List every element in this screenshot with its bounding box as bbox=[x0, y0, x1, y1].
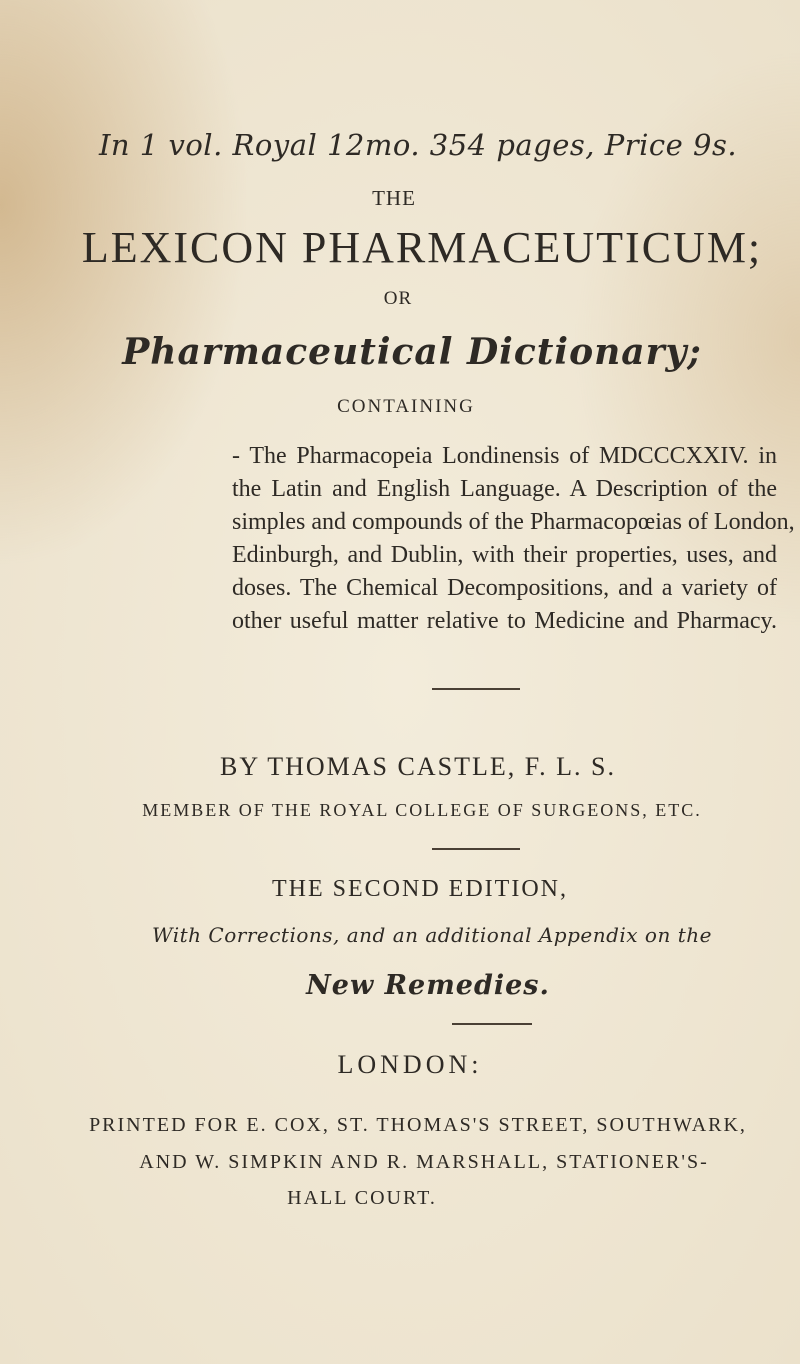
containing-heading: CONTAINING bbox=[337, 396, 475, 417]
imprint-line-1: PRINTED FOR E. COX, ST. THOMAS'S STREET, SOUTHWARK, bbox=[89, 1114, 747, 1136]
edition-corrections: With Corrections, and an additional Appendix on the bbox=[152, 923, 712, 947]
description-line: Edinburgh, and Dublin, with their properties, uses, and bbox=[232, 542, 777, 568]
edition-remedies: New Remedies. bbox=[306, 970, 550, 1001]
title-article: THE bbox=[372, 186, 416, 210]
author-byline: BY THOMAS CASTLE, F. L. S. bbox=[220, 752, 616, 781]
divider-rule bbox=[432, 848, 520, 850]
description-line: the Latin and English Language. A Description of the bbox=[232, 476, 777, 502]
divider-rule bbox=[432, 688, 520, 690]
description-line: other useful matter relative to Medicine and Pharmacy. bbox=[232, 608, 777, 634]
alternate-title: Pharmaceutical Dictionary; bbox=[122, 331, 702, 373]
advertisement-line: In 1 vol. Royal 12mo. 354 pages, Price 9s. bbox=[98, 128, 738, 162]
author-affiliation: MEMBER OF THE ROYAL COLLEGE OF SURGEONS, ETC. bbox=[142, 800, 702, 820]
imprint-line-2: AND W. SIMPKIN AND R. MARSHALL, STATIONER'S- bbox=[139, 1151, 709, 1173]
imprint-line-3: HALL COURT. bbox=[287, 1187, 437, 1209]
description-paragraph bbox=[232, 440, 795, 638]
title-or: OR bbox=[383, 288, 413, 309]
description-line: doses. The Chemical Decompositions, and a variety of bbox=[232, 575, 777, 601]
description-line: - The Pharmacopeia Londinensis of MDCCCXXIV. in bbox=[232, 443, 777, 469]
description-line: simples and compounds of the Pharmacopœias of London, bbox=[232, 509, 795, 535]
divider-rule bbox=[452, 1023, 532, 1025]
imprint-city: LONDON: bbox=[337, 1050, 483, 1079]
main-title: LEXICON PHARMACEUTICUM; bbox=[81, 223, 763, 272]
edition-label: THE SECOND EDITION, bbox=[272, 876, 568, 902]
